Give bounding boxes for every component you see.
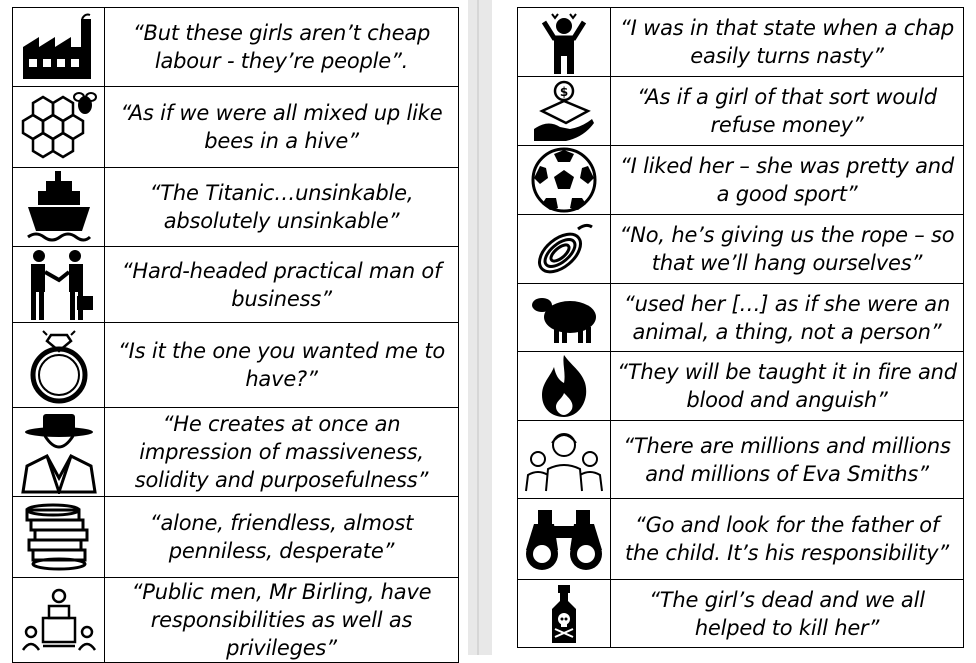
handshake-icon	[23, 248, 95, 322]
quote-text: “There are millions and millions and millions of Eva Smiths”	[611, 421, 964, 499]
quote-text: “Go and look for the father of the child. It’s his responsibility”	[611, 499, 964, 580]
beehive-icon	[19, 89, 99, 165]
poison-bottle-icon	[544, 583, 584, 645]
money-hand-icon	[530, 79, 598, 143]
icon-cell	[518, 77, 611, 146]
table-row	[13, 497, 459, 578]
ship-icon	[24, 169, 94, 245]
icon-cell	[518, 146, 611, 215]
left-quote-table	[12, 7, 459, 663]
table-row	[13, 578, 459, 663]
icon-cell	[518, 499, 611, 580]
speaker-icon	[19, 588, 99, 652]
icon-cell	[13, 497, 105, 578]
svg-text:$: $	[559, 85, 569, 99]
quote-text: “They will be taught it in fire and blood and anguish”	[611, 352, 964, 421]
page-gutter	[468, 0, 492, 655]
table-row	[518, 146, 964, 215]
table-row	[518, 77, 964, 146]
quote-text: “Hard-headed practical man of business”	[105, 247, 459, 323]
icon-cell	[13, 408, 105, 497]
table-row	[518, 499, 964, 580]
icon-cell	[518, 580, 611, 648]
quote-text: “alone, friendless, almost penniless, desperate”	[105, 497, 459, 578]
table-row	[518, 421, 964, 499]
icon-cell	[518, 352, 611, 421]
table-row	[13, 247, 459, 323]
quote-text: “used her […] as if she were an animal, a thing, not a person”	[611, 284, 964, 352]
quote-text: “I was in that state when a chap easily turns nasty”	[611, 8, 964, 77]
icon-cell	[13, 8, 105, 87]
quote-text: “The girl’s dead and we all helped to kill her”	[611, 580, 964, 648]
right-quote-table	[517, 7, 964, 648]
gutter-divider	[477, 0, 479, 655]
icon-cell	[518, 215, 611, 284]
quote-text: “No, he’s giving us the rope – so that we’ll hang ourselves”	[611, 215, 964, 284]
quote-text: “I liked her – she was pretty and a good sport”	[611, 146, 964, 215]
table-row	[518, 8, 964, 77]
coins-icon	[19, 502, 99, 572]
icon-cell	[518, 421, 611, 499]
quote-text: “The Titanic…unsinkable, absolutely unsinkable”	[105, 168, 459, 247]
table-row	[13, 323, 459, 408]
angry-person-icon	[534, 10, 594, 74]
icon-cell	[13, 323, 105, 408]
table-row	[13, 408, 459, 497]
quote-text: “Public men, Mr Birling, have responsibilities as well as privileges”	[105, 578, 459, 663]
quote-text: “Is it the one you wanted me to have?”	[105, 323, 459, 408]
quote-text: “As if we were all mixed up like bees in a hive”	[105, 87, 459, 168]
table-row	[13, 8, 459, 87]
inspector-icon	[17, 410, 101, 494]
table-row	[518, 284, 964, 352]
quote-text: “He creates at once an impression of massiveness, solidity and purposefulness”	[105, 408, 459, 497]
table-row	[13, 168, 459, 247]
table-row	[518, 352, 964, 421]
ring-icon	[23, 325, 95, 405]
icon-cell	[13, 87, 105, 168]
icon-cell	[13, 168, 105, 247]
factory-icon	[19, 11, 99, 83]
icon-cell	[13, 247, 105, 323]
binoculars-icon	[524, 506, 604, 572]
sheep-icon	[528, 289, 600, 347]
crowd-icon	[524, 427, 604, 493]
fire-icon	[534, 353, 594, 419]
quote-text: “As if a girl of that sort would refuse money”	[611, 77, 964, 146]
icon-cell	[13, 578, 105, 663]
rope-icon	[530, 217, 598, 281]
icon-cell	[518, 284, 611, 352]
quote-text: “But these girls aren’t cheap labour - they’re people”.	[105, 8, 459, 87]
football-icon	[530, 146, 598, 214]
icon-cell	[518, 8, 611, 77]
table-row	[518, 580, 964, 648]
table-row	[13, 87, 459, 168]
table-row	[518, 215, 964, 284]
